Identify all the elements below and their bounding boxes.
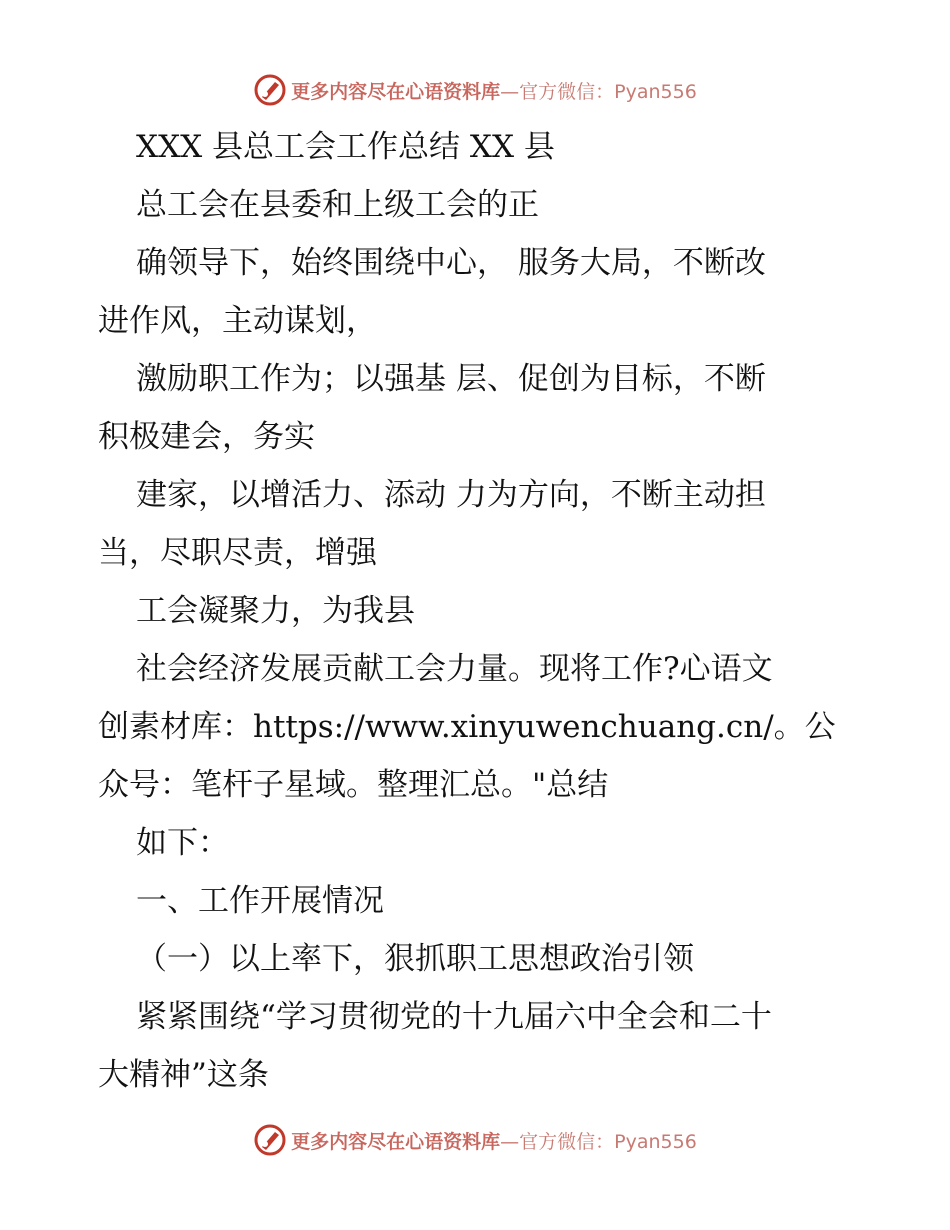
- text-line: 激励职工作为；以强基 层、促创为目标，不断: [136, 361, 766, 397]
- text-line: 进作风，主动谋划，: [98, 303, 377, 339]
- text-line: 确领导下，始终围绕中心， 服务大局，不断改: [136, 245, 766, 281]
- banner-title: 更多内容尽在心语资料库: [291, 80, 501, 103]
- text-line: 当，尽职尽责，增强: [98, 535, 377, 571]
- text-line: 如下：: [136, 825, 229, 861]
- footer-banner: [0, 1120, 950, 1160]
- text-line: （一）以上率下，狠抓职工思想政治引领: [136, 941, 694, 977]
- document-body: [98, 118, 858, 1104]
- text-line: 创素材库：https://www.xinyuwenchuang.cn/。公: [98, 709, 836, 745]
- text-line: 建家，以增活力、添动 力为方向，不断主动担: [136, 477, 766, 513]
- text-line: 总工会在县委和上级工会的正: [136, 187, 539, 223]
- banner-contact: 官方微信：Pyan556: [519, 1130, 697, 1153]
- text-line: 积极建会，务实: [98, 419, 315, 455]
- text-line: 众号：笔杆子星域。整理汇总。"总结: [98, 767, 609, 803]
- banner-contact: 官方微信：Pyan556: [519, 80, 697, 103]
- brand-logo-icon: [253, 73, 287, 107]
- text-line: 社会经济发展贡献工会力量。现将工作?心语文: [136, 651, 773, 687]
- header-banner: [0, 70, 950, 110]
- banner-separator: —: [500, 80, 520, 103]
- text-line: 一、工作开展情况: [136, 883, 384, 919]
- banner-title: 更多内容尽在心语资料库: [291, 1130, 501, 1153]
- brand-logo-icon: [253, 1123, 287, 1157]
- text-line: 紧紧围绕“学习贯彻党的十九届六中全会和二十: [136, 999, 772, 1035]
- banner-separator: —: [500, 1130, 520, 1153]
- text-line: XXX 县总工会工作总结 XX 县: [136, 129, 555, 165]
- text-line: 大精神”这条: [98, 1057, 269, 1093]
- text-line: 工会凝聚力，为我县: [136, 593, 415, 629]
